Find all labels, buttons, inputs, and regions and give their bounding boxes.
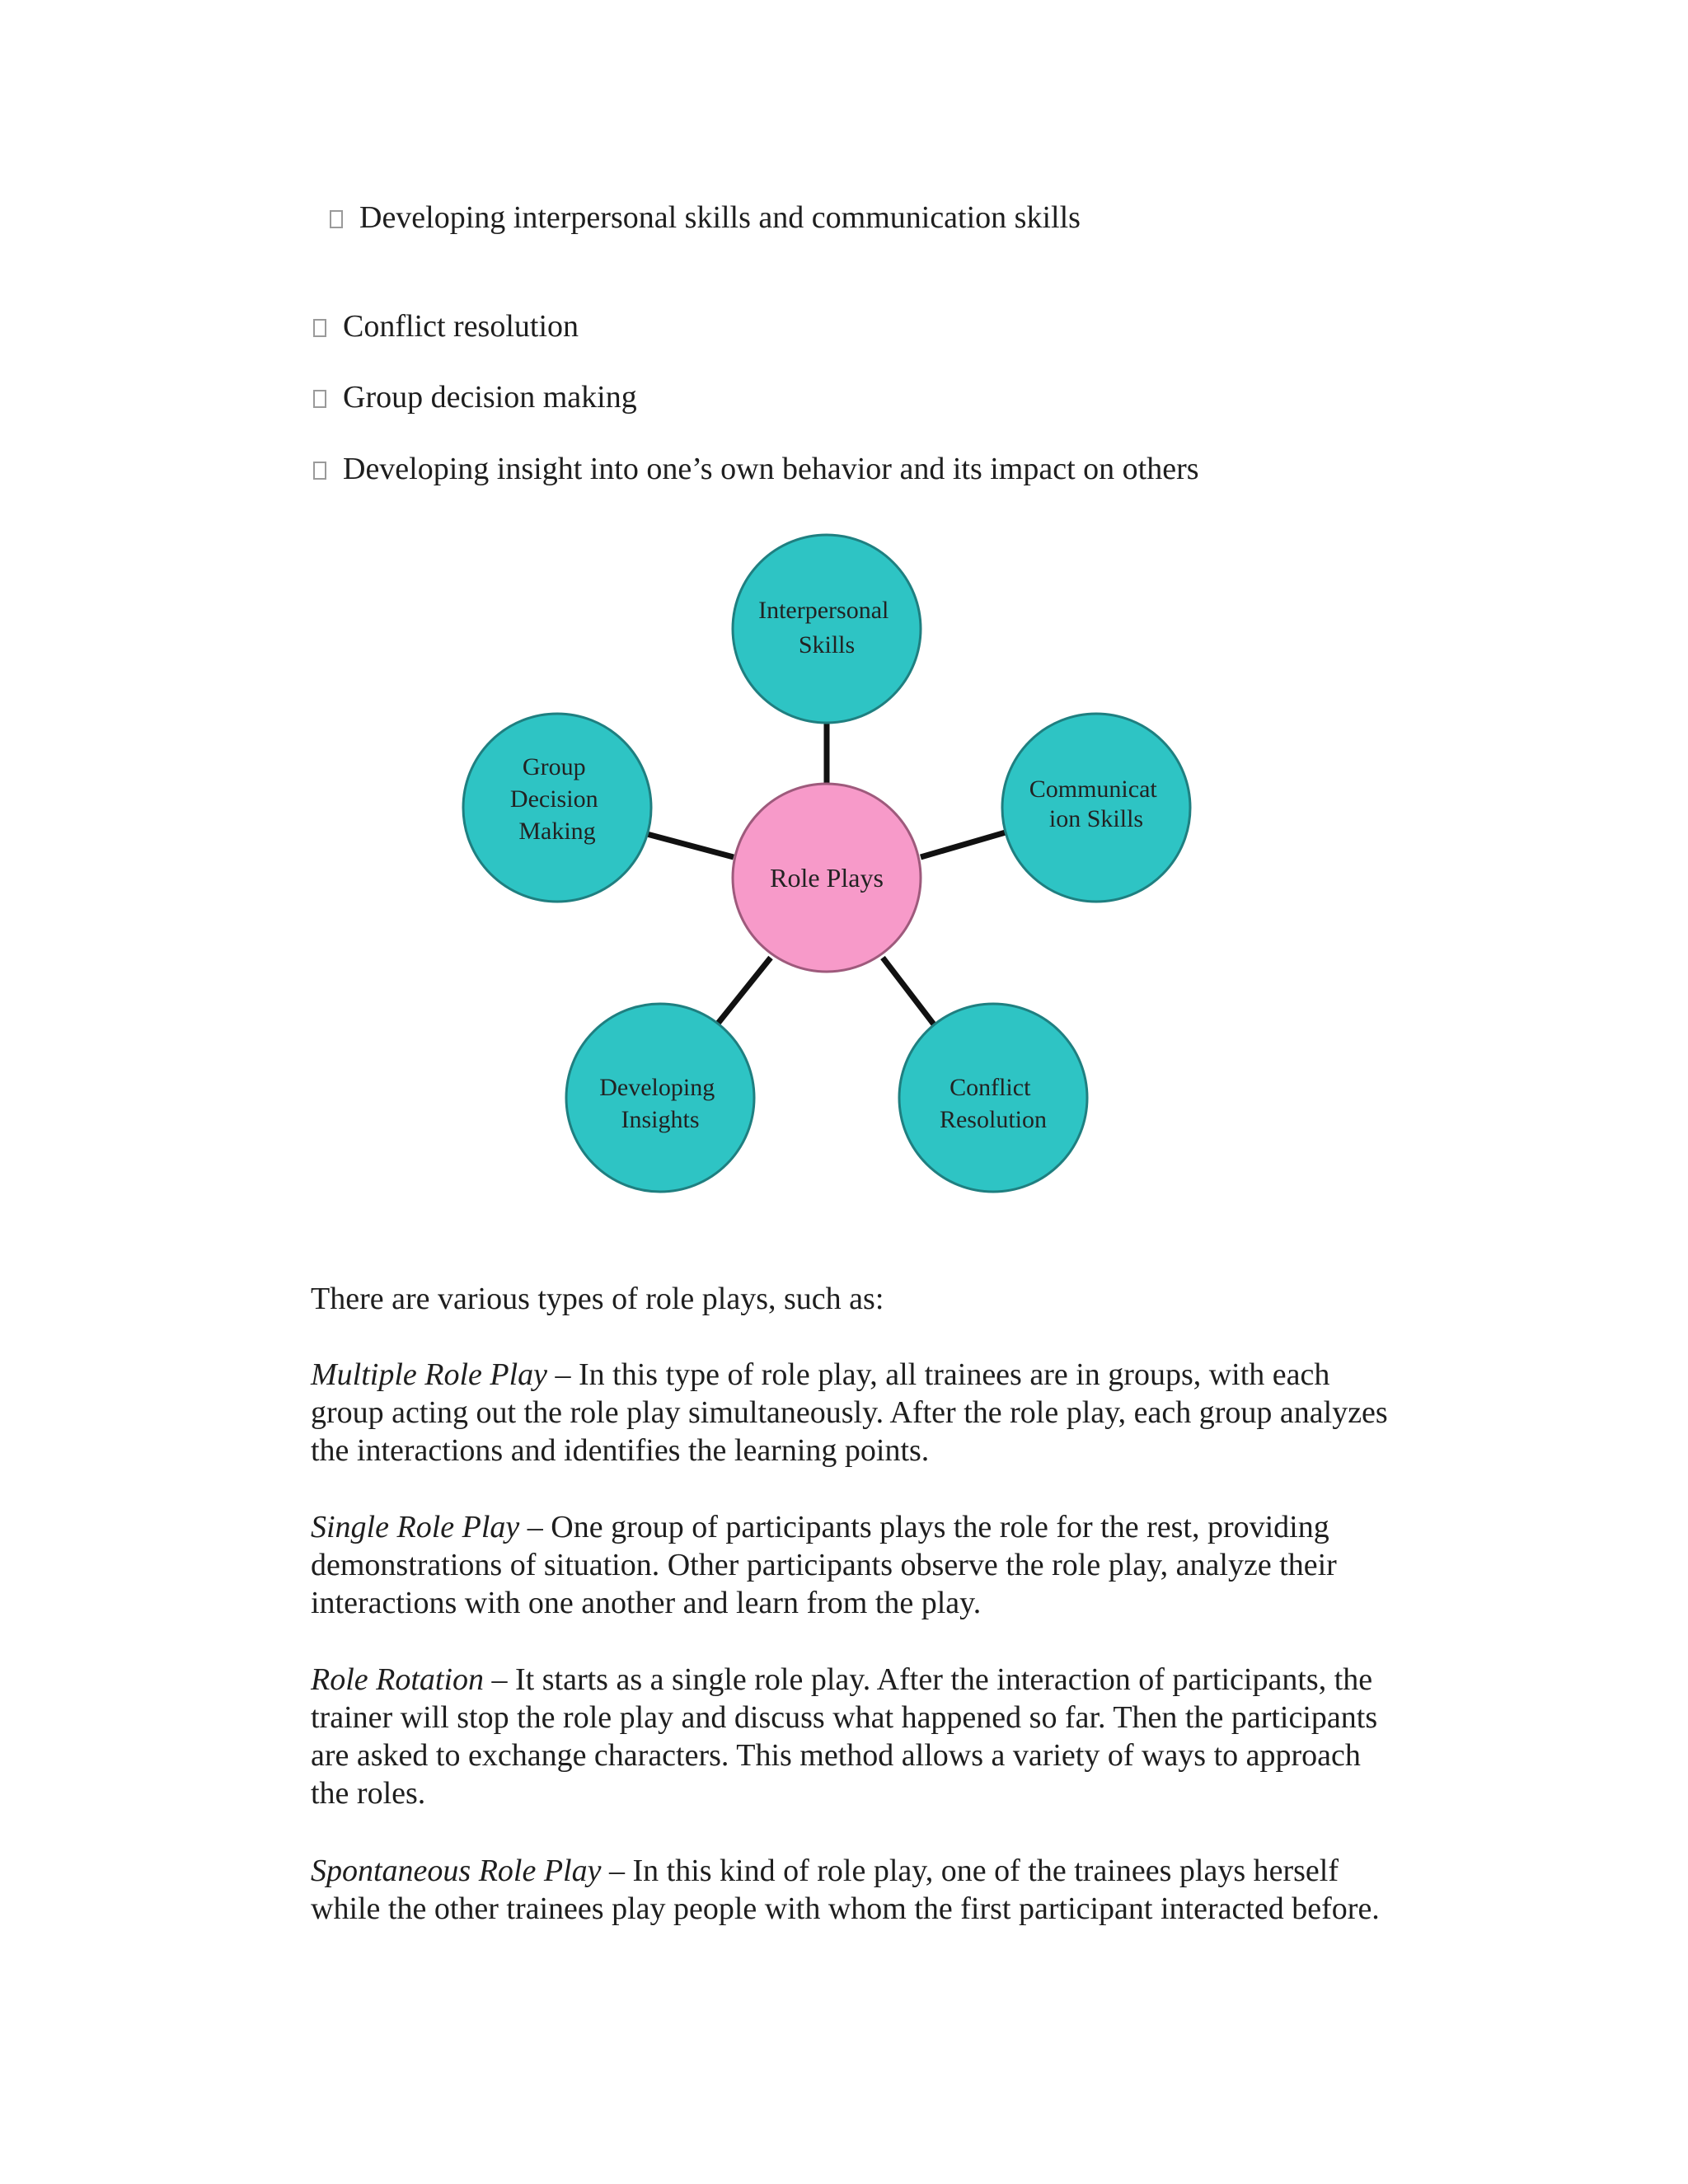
node-label-line: Skills xyxy=(798,631,856,658)
node-label-line: Resolution xyxy=(939,1106,1048,1133)
node-label-line: Conflict xyxy=(950,1074,1031,1101)
bullet-item xyxy=(313,379,637,415)
bullet-text: Developing insight into one’s own behavior and its impact on others xyxy=(343,452,1199,486)
role-plays-diagram xyxy=(445,527,1220,1212)
section-spontaneous-role-play xyxy=(311,1852,1399,1928)
connector-right xyxy=(921,832,1006,857)
node-label-line: Communicat xyxy=(1029,776,1157,803)
node-label-line: Making xyxy=(518,818,596,845)
intro-text: There are various types of role plays, such as: xyxy=(311,1282,884,1316)
node-label-line: Interpersonal xyxy=(758,597,889,624)
center-label: Role Plays xyxy=(770,863,884,893)
node-label-line: Decision xyxy=(509,785,598,813)
bullet-box-icon xyxy=(313,462,326,480)
section-role-rotation xyxy=(311,1661,1399,1812)
node-label-line: ion Skills xyxy=(1048,805,1144,832)
section-term: Spontaneous Role Play xyxy=(311,1854,602,1888)
connector-left xyxy=(647,834,734,857)
node-conflict-resolution xyxy=(899,1004,1087,1192)
section-body: – In this type of role play, all trainees are in groups, with each group acting out the role play simultaneously. After the role play, each group analyzes the interactions and identifies the learning points. xyxy=(311,1357,1388,1468)
bullet-text: Developing interpersonal skills and communication skills xyxy=(359,200,1081,235)
bullet-box-icon xyxy=(313,319,326,337)
bullet-item xyxy=(313,451,1199,487)
section-term: Role Rotation xyxy=(311,1662,485,1697)
node-label-line: Insights xyxy=(621,1106,700,1133)
node-developing-insights xyxy=(566,1004,754,1192)
node-communication-skills xyxy=(1002,714,1190,902)
node-interpersonal-skills xyxy=(733,535,921,723)
connector-bottom-left xyxy=(717,958,771,1024)
section-body: – It starts as a single role play. After the interaction of participants, the trainer will stop the role play and discuss what happened so far. Then the participants are asked to exchange characters. This method allows a variety of ways to approach the roles. xyxy=(311,1662,1378,1811)
bullet-text: Group decision making xyxy=(343,380,637,415)
bullet-text: Conflict resolution xyxy=(343,309,579,344)
section-term: Single Role Play xyxy=(311,1510,520,1544)
svg-text:Group Decision xyxy=(510,753,604,845)
connector-bottom-right xyxy=(883,958,934,1024)
node-role-plays-center xyxy=(733,784,921,972)
node-label-line: Group xyxy=(522,753,586,780)
bullet-box-icon xyxy=(313,390,326,408)
node-label-line: Developing xyxy=(599,1074,715,1101)
bullet-item xyxy=(330,199,1081,236)
bullet-box-icon xyxy=(330,210,343,228)
node-group-decision-making xyxy=(463,714,651,902)
section-single-role-play xyxy=(311,1508,1399,1622)
section-term: Multiple Role Play xyxy=(311,1357,548,1392)
section-multiple-role-play xyxy=(311,1356,1399,1469)
section-body: – In this kind of role play, one of the trainees plays herself while the other trainees play people with whom the first participant interacted before. xyxy=(311,1854,1380,1926)
section-body: – One group of participants plays the role for the rest, providing demonstrations of situation. Other participants observe the role play, analyze their interactions with one another and learn from the play. xyxy=(311,1510,1337,1620)
bullet-item xyxy=(313,308,579,344)
